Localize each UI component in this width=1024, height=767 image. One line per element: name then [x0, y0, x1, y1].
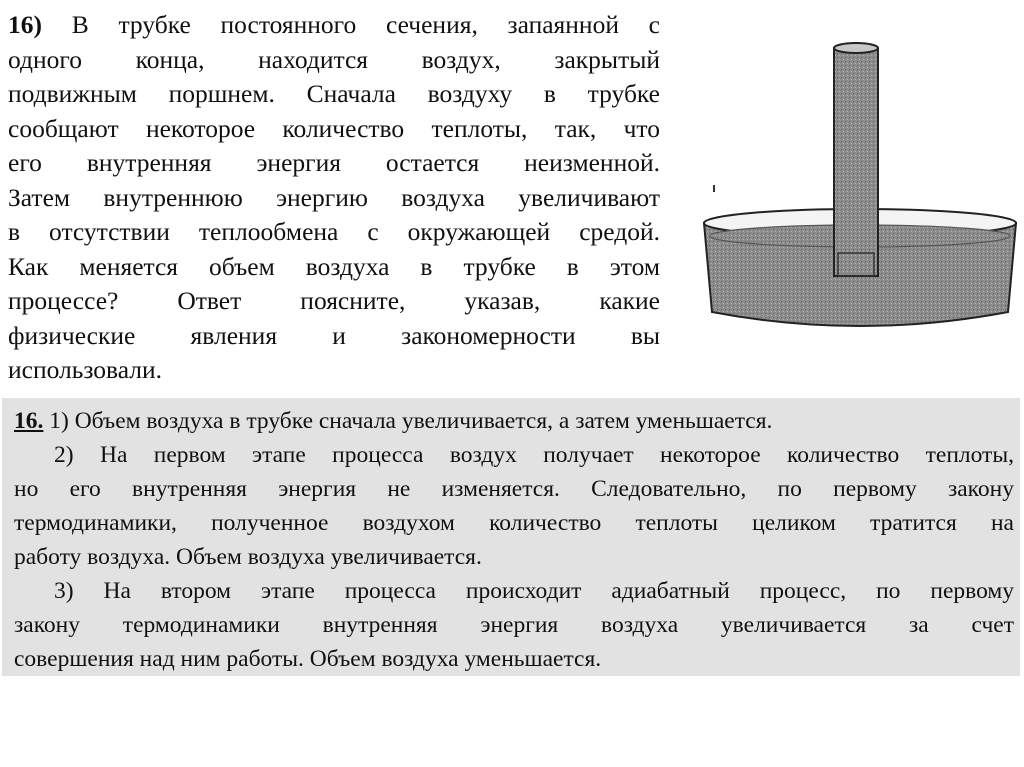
problem-line: 16) В трубке постоянного сечения, запаянной с: [8, 10, 660, 39]
tube-top: [834, 43, 878, 53]
problem-line: в отсутствии теплообмена с окружающей средой.: [8, 217, 660, 246]
problem-line: использовали.: [8, 355, 163, 384]
answer-line: 2) На первом этапе процесса воздух получает некоторое количество теплоты,: [54, 442, 1014, 468]
answer-line: 3) На втором этапе процесса происходит адиабатный процесс, по первому: [54, 578, 1014, 604]
answer-number: 16.: [14, 408, 44, 434]
answer-line: совершения над ним работы. Объем воздуха уменьшается.: [14, 646, 602, 672]
problem-statement: [8, 8, 660, 388]
problem-line: его внутренняя энергия остается неизменной.: [8, 148, 660, 177]
answer-line: закону термодинамики внутренняя энергия воздуха увеличивается за счет: [14, 612, 1014, 638]
problem-line: Как меняется объем воздуха в трубке в этом: [8, 251, 660, 281]
answer-line: термодинамики, полученное воздухом количество теплоты целиком тратится на: [14, 510, 1014, 536]
answer-line: но его внутренняя энергия не изменяется. Следовательно, по первому закону: [14, 476, 1014, 502]
problem-line: процессе? Ответ поясните, указав, какие: [8, 286, 660, 315]
tube-in-vessel-figure: [700, 40, 1020, 340]
answer-line: 16. 1) Объем воздуха в трубке сначала увеличивается, а затем уменьшается.: [14, 408, 773, 434]
problem-number: 16): [8, 10, 42, 39]
problem-line: физические явления и закономерности вы: [8, 320, 660, 350]
answer-line: работу воздуха. Объем воздуха увеличивается.: [14, 544, 482, 570]
problem-line: Затем внутреннюю энергию воздуха увеличивают: [8, 182, 660, 212]
problem-line: подвижным поршнем. Сначала воздуху в трубке: [8, 79, 660, 108]
answer-block: [2, 398, 1020, 676]
tube: [834, 48, 878, 276]
problem-line: сообщают некоторое количество теплоты, так, что: [8, 113, 660, 143]
problem-line: одного конца, находится воздух, закрытый: [8, 44, 660, 74]
